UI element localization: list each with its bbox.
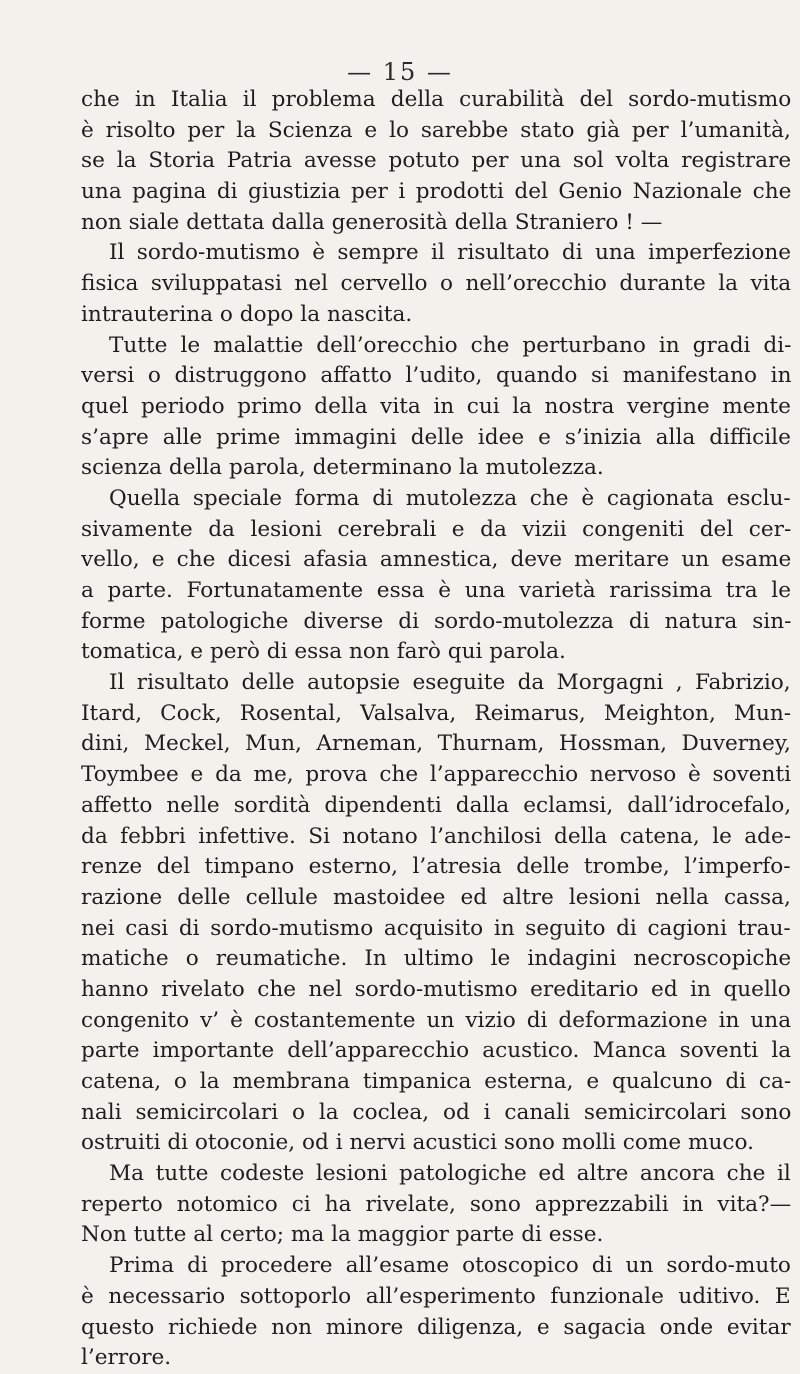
text-line: Itard, Cock, Rosental, Valsalva, Reimarus, Meighton, Mun- (81, 700, 791, 726)
text-line: intrauterina o dopo la nascita. (81, 301, 413, 327)
text-line: hanno rivelato che nel sordo-mutismo ereditario ed in quello (81, 976, 791, 1002)
text-line: renze del timpano esterno, l’atresia delle trombe, l’imperfo- (81, 854, 791, 880)
text-line: parte importante dell’apparecchio acustico. Manca soventi la (81, 1038, 791, 1064)
text-line: non siale dettata dalla generosità della Straniero ! — (81, 209, 663, 235)
text-line: dini, Meckel, Mun, Arneman, Thurnam, Hossman, Duverney, (81, 731, 791, 757)
text-line: a parte. Fortunatamente essa è una varietà rarissima tra le (81, 578, 791, 603)
text-line: nali semicircolari o la coclea, od i canali semicircolari sono (81, 1099, 791, 1125)
text-line: l’errore. (81, 1345, 172, 1371)
body-text (81, 85, 791, 1374)
text-line: reperto notomico ci ha rivelate, sono apprezzabili in vita?— (81, 1191, 791, 1217)
text-line: se la Storia Patria avesse potuto per una sol volta registrare (81, 148, 791, 174)
text-line: Non tutte al certo; ma la maggior parte di esse. (81, 1222, 604, 1248)
text-line: s’apre alle prime immagini delle idee e s’inizia alla difficile (81, 424, 791, 450)
text-line: congenito v’ è costantemente un vizio di deformazione in una (81, 1007, 791, 1033)
text-line: affetto nelle sordità dipendenti dalla eclamsi, dall’idrocefalo, (81, 792, 791, 818)
text-line: che in Italia il problema della curabilità del sordo-mutismo (81, 87, 791, 112)
text-line: Il risultato delle autopsie eseguite da Morgagni , Fabrizio, (109, 670, 791, 696)
text-line: è risolto per la Scienza e lo sarebbe stato già per l’umanità, (81, 117, 791, 143)
text-line: catena, o la membrana timpanica esterna, e qualcuno di ca- (81, 1069, 791, 1094)
text-line: questo richiede non minore diligenza, e sagacia onde evitar (81, 1314, 791, 1340)
text-line: ostruiti di otoconie, od i nervi acustici sono molli come muco. (81, 1130, 754, 1156)
text-line: Ma tutte codeste lesioni patologiche ed altre ancora che il (109, 1161, 791, 1187)
text-line: Il sordo-mutismo è sempre il risultato di una imperfezione (109, 240, 791, 266)
text-line: da febbri infettive. Si notano l’anchilosi della catena, le ade- (81, 823, 791, 849)
text-line: tomatica, e però di essa non farò qui parola. (81, 639, 566, 665)
text-line: una pagina di giustizia per i prodotti del Genio Nazionale che (81, 179, 791, 205)
text-line: scienza della parola, determinano la mutolezza. (81, 455, 604, 481)
text-line: Tutte le malattie dell’orecchio che perturbano in gradi di- (109, 332, 791, 358)
text-line: versi o distruggono affatto l’udito, quando si manifestano in (81, 363, 791, 389)
text-line: forme patologiche diverse di sordo-mutolezza di natura sin- (81, 608, 791, 634)
text-line: quel periodo primo della vita in cui la nostra vergine mente (81, 393, 791, 419)
text-line: matiche o reumatiche. In ultimo le indagini necroscopiche (81, 946, 791, 972)
text-line: vello, e che dicesi afasia amnestica, deve meritare un esame (81, 547, 791, 573)
text-line: Toymbee e da me, prova che l’apparecchio nervoso è soventi (81, 762, 791, 788)
page-number: — 15 — (347, 58, 453, 86)
text-line: è necessario sottoporlo all’esperimento funzionale uditivo. E (81, 1283, 791, 1309)
text-line: nei casi di sordo-mutismo acquisito in seguito di cagioni trau- (81, 915, 791, 941)
text-line: razione delle cellule mastoidee ed altre lesioni nella cassa, (81, 884, 791, 910)
text-line: Prima di procedere all’esame otoscopico di un sordo-muto (109, 1253, 791, 1279)
text-line: Quella speciale forma di mutolezza che è cagionata esclu- (109, 485, 791, 511)
text-line: sivamente da lesioni cerebrali e da vizii congeniti del cer- (81, 516, 791, 542)
text-line: fisica sviluppatasi nel cervello o nell’orecchio durante la vita (81, 271, 791, 297)
